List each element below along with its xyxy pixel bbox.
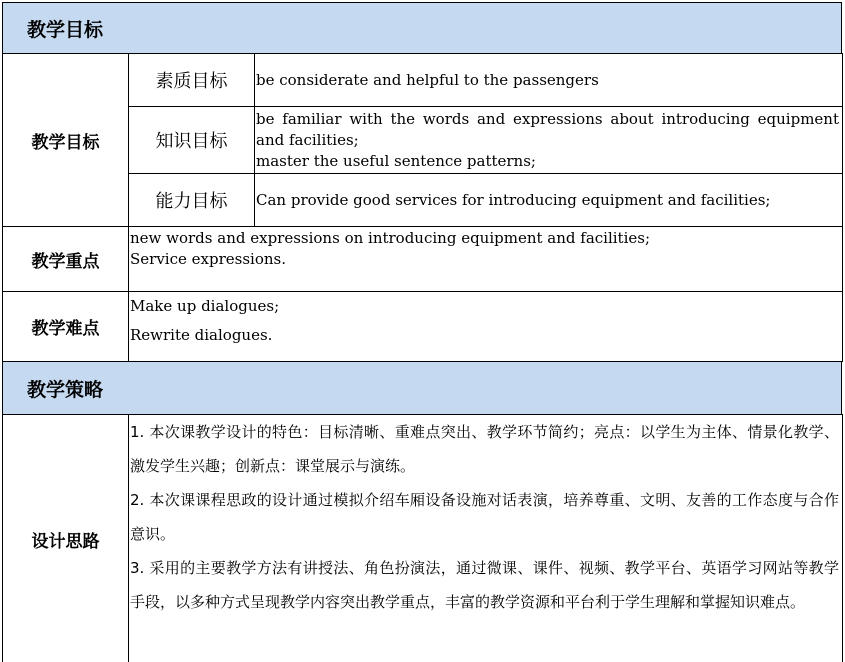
objective-text-quality (255, 54, 843, 107)
objective-row-knowledge (3, 107, 843, 174)
design-text (129, 415, 843, 662)
objective-text-knowledge (255, 107, 843, 174)
section-header-strategy (2, 361, 842, 415)
key-points-text (129, 227, 843, 292)
design-paragraph: 3. 采用的主要教学方法有讲授法、角色扮演法，通过微课、课件、视频、教学平台、英语学习网站等教学手段，以多种方式呈现教学内容突出教学重点，丰富的教学资源和平台利于学生理解和掌握知识难点。 (130, 559, 839, 611)
objective-row-quality (3, 54, 843, 107)
difficulty-line: Make up dialogues; (130, 297, 280, 315)
section-header-objectives (2, 2, 842, 54)
section-title: 教学策略 (27, 378, 104, 401)
objectives-table (2, 53, 843, 227)
difficulties-label: 教学难点 (3, 292, 129, 362)
design-paragraph: 2. 本次课课程思政的设计通过模拟介绍车厢设备设施对话表演，培养尊重、文明、友善的工作态度与合作意识。 (130, 491, 839, 543)
objective-label-ability: 能力目标 (129, 174, 255, 227)
objective-line: be familiar with the words and expressions about introducing equipment and facilities; (256, 109, 839, 149)
difficulties-text (129, 292, 843, 362)
key-difficult-table (2, 226, 843, 362)
key-points-row (3, 227, 843, 292)
objectives-label: 教学目标 (3, 54, 129, 227)
strategy-table (2, 414, 843, 662)
objective-line: Can provide good services for introducing equipment and facilities; (256, 190, 771, 209)
difficulties-row (3, 292, 843, 362)
key-point-line: new words and expressions on introducing equipment and facilities; (130, 229, 651, 247)
design-row (3, 415, 843, 662)
objective-label-quality: 素质目标 (129, 54, 255, 107)
design-label: 设计思路 (3, 415, 129, 662)
design-paragraph: 1. 本次课教学设计的特色：目标清晰、重难点突出、教学环节简约；亮点：以学生为主体、情景化教学、激发学生兴趣；创新点：课堂展示与演练。 (130, 423, 839, 475)
objective-line: master the useful sentence patterns; (256, 151, 536, 170)
difficulty-line: Rewrite dialogues. (130, 326, 273, 344)
section-title: 教学目标 (27, 18, 104, 41)
key-points-label: 教学重点 (3, 227, 129, 292)
objective-label-knowledge: 知识目标 (129, 107, 255, 174)
key-point-line: Service expressions. (130, 250, 286, 268)
objective-text-ability (255, 174, 843, 227)
objective-line: be considerate and helpful to the passengers (256, 70, 599, 89)
objective-row-ability (3, 174, 843, 227)
